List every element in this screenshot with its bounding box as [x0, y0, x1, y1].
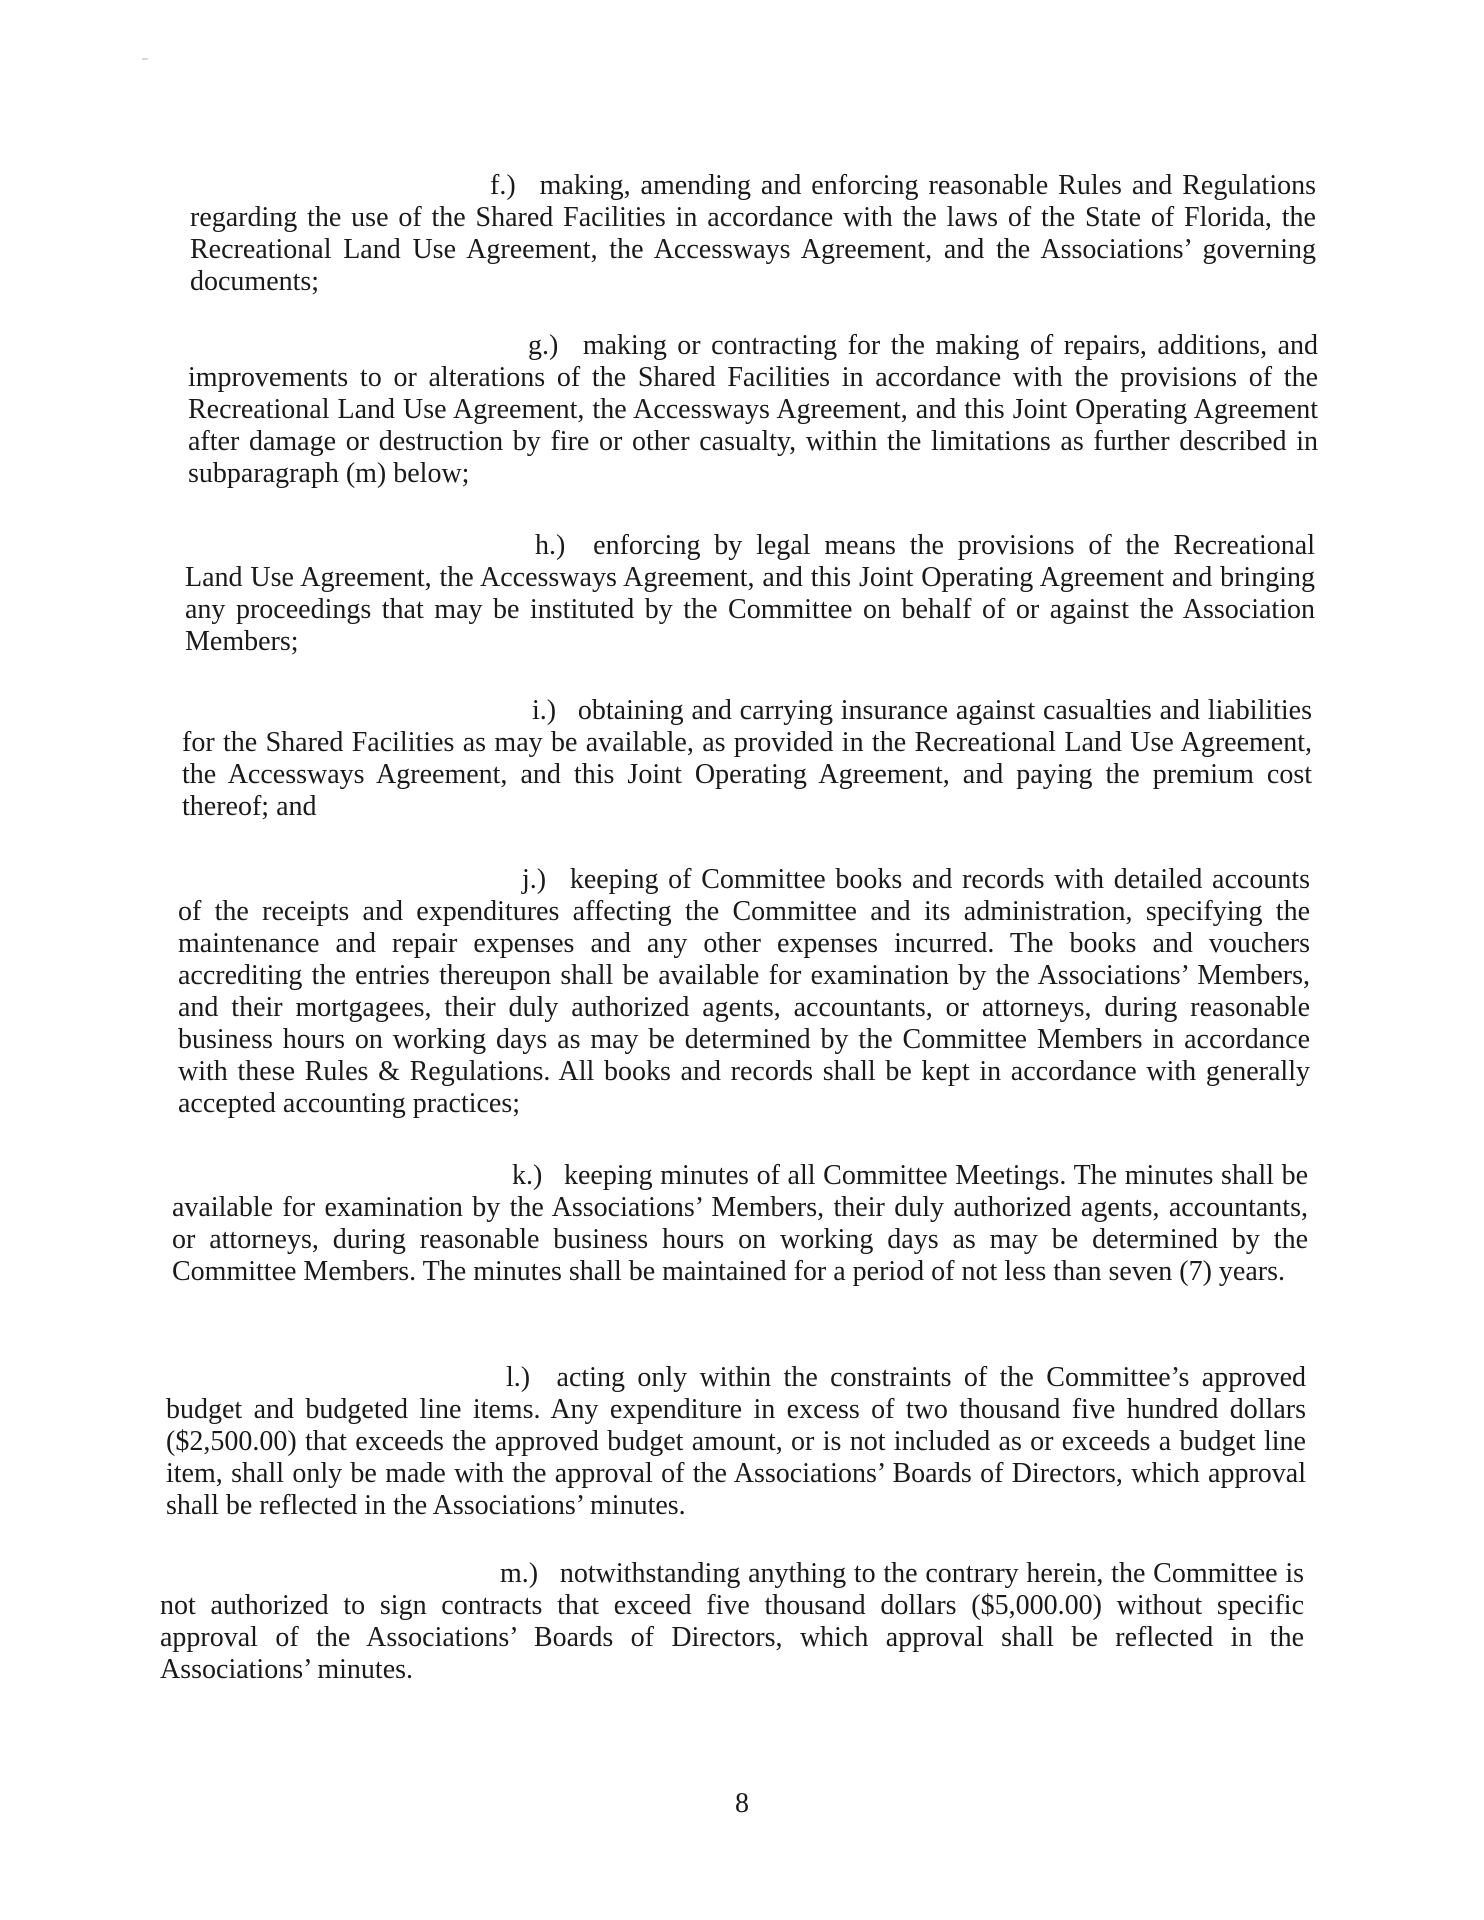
paragraph-m-label: m.): [500, 1558, 539, 1589]
paragraph-h-text: enforcing by legal means the provisions of the Recreational Land Use Agreement, the Accessways Agreement, and this Joint Operating Agreement and bringing any proceedings that may be instituted by the Committee on behalf of or against the Association Members;: [185, 530, 1315, 657]
paragraph-j: [178, 864, 1310, 1120]
paragraph-f: [190, 170, 1316, 298]
paragraph-i-label: i.): [532, 695, 557, 726]
paragraph-h-label: h.): [535, 530, 566, 561]
paragraph-m-text: notwithstanding anything to the contrary herein, the Committee is not authorized to sign contracts that exceed five thousand dollars ($5,000.00) without specific approval of the Associations’ Boards of Directors, which approval shall be reflected in the Associations’ minutes.: [160, 1558, 1305, 1685]
paragraph-l-label: l.): [506, 1362, 531, 1393]
paragraph-j-label: j.): [522, 864, 547, 895]
paragraph-f-text: making, amending and enforcing reasonable Rules and Regulations regarding the use of the Shared Facilities in accordance with the laws of the State of Florida, the Recreational Land Use Agreement, the Accessways Agreement, and the Associations’ governing documents;: [190, 170, 1317, 297]
paragraph-l: [166, 1362, 1306, 1522]
paragraph-g: [188, 330, 1318, 490]
paragraph-j-text: keeping of Committee books and records with detailed accounts of the receipts and expenditures affecting the Committee and its administration, specifying the maintenance and repair expenses and any other expenses incurred. The books and vouchers accrediting the entries thereupon shall be available for examination by the Associations’ Members, and their mortgagees, their duly authorized agents, accountants, or attorneys, during reasonable business hours on working days as may be determined by the Committee Members in accordance with these Rules & Regulations. All books and records shall be kept in accordance with generally accepted accounting practices;: [178, 864, 1310, 1119]
paragraph-f-label: f.): [490, 170, 516, 201]
paragraph-k: [172, 1160, 1308, 1288]
page-number: 8: [735, 1788, 749, 1819]
paragraph-h: [185, 530, 1315, 658]
paragraph-g-text: making or contracting for the making of repairs, additions, and improvements to or alterations of the Shared Facilities in accordance with the provisions of the Recreational Land Use Agreement, the Accessways Agreement, and this Joint Operating Agreement after damage or destruction by fire or other casualty, within the limitations as further described in subparagraph (m) below;: [188, 330, 1318, 489]
paragraph-m: [160, 1558, 1304, 1686]
paragraph-g-label: g.): [528, 330, 559, 361]
scan-artifact: [142, 58, 148, 60]
paragraph-i-text: obtaining and carrying insurance against casualties and liabilities for the Shared Facilities as may be available, as provided in the Recreational Land Use Agreement, the Accessways Agreement, and this Joint Operating Agreement, and paying the premium cost thereof; and: [182, 695, 1313, 822]
paragraph-l-text: acting only within the constraints of the Committee’s approved budget and budgeted line items. Any expenditure in excess of two thousand five hundred dollars ($2,500.00) that exceeds the approved budget amount, or is not included as or exceeds a budget line item, shall only be made with the approval of the Associations’ Boards of Directors, which approval shall be reflected in the Associations’ minutes.: [166, 1362, 1306, 1521]
paragraph-i: [182, 695, 1312, 823]
paragraph-k-label: k.): [512, 1160, 543, 1191]
paragraph-k-text: keeping minutes of all Committee Meetings. The minutes shall be available for examination by the Associations’ Members, their duly authorized agents, accountants, or attorneys, during reasonable business hours on working days as may be determined by the Committee Members. The minutes shall be maintained for a period of not less than seven (7) years.: [172, 1160, 1309, 1287]
